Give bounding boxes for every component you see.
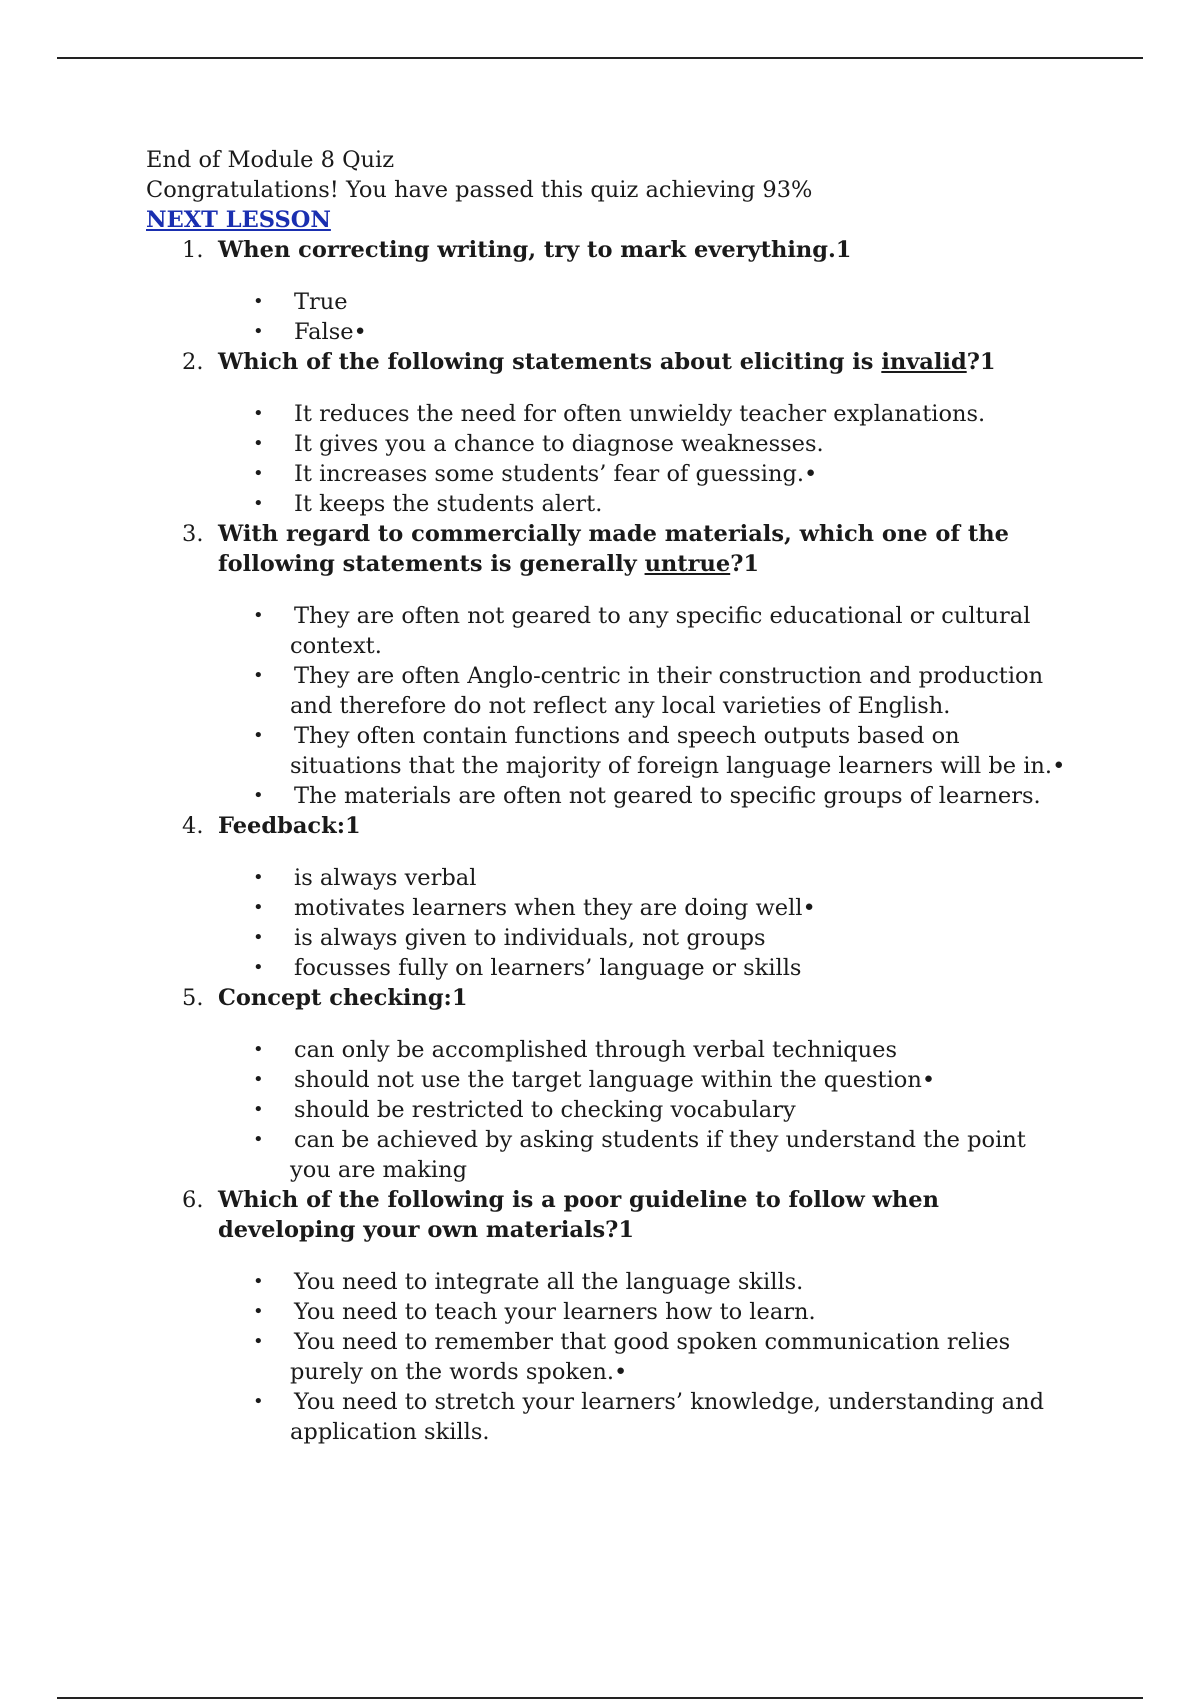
option-list xyxy=(218,1245,1066,1447)
question-5 xyxy=(182,983,1066,1185)
option[interactable]: • You need to stretch your learners’ knowledge, understanding and application skills. xyxy=(218,1387,1066,1447)
option[interactable]: • can be achieved by asking students if they understand the point you are making xyxy=(218,1125,1066,1185)
option-list xyxy=(218,265,1066,347)
top-rule xyxy=(57,57,1143,59)
option[interactable]: • They are often not geared to any specific educational or cultural context. xyxy=(218,601,1066,661)
question-4 xyxy=(182,811,1066,983)
question-2 xyxy=(182,347,1066,519)
option[interactable]: • The materials are often not geared to specific groups of learners. xyxy=(218,781,1066,811)
quiz-document xyxy=(146,145,1066,1447)
question-number: 6. xyxy=(182,1187,204,1213)
option[interactable]: • should be restricted to checking vocabulary xyxy=(218,1095,1066,1125)
option[interactable]: • You need to integrate all the language skills. xyxy=(218,1267,1066,1297)
question-6 xyxy=(182,1185,1066,1447)
question-number: 1. xyxy=(182,237,204,263)
question-1 xyxy=(182,235,1066,347)
question-number: 5. xyxy=(182,985,204,1011)
option[interactable]: • They often contain functions and speech outputs based on situations that the majority of foreign language learners will be in.• xyxy=(218,721,1066,781)
quiz-result: Congratulations! You have passed this quiz achieving 93% xyxy=(146,177,813,203)
question-number: 2. xyxy=(182,349,204,375)
question-text: When correcting writing, try to mark everything.1 xyxy=(218,237,852,263)
option[interactable]: • They are often Anglo-centric in their construction and production and therefore do not reflect any local varieties of English. xyxy=(218,661,1066,721)
option-list xyxy=(218,579,1066,811)
option[interactable]: • It gives you a chance to diagnose weaknesses. xyxy=(218,429,1066,459)
question-list xyxy=(146,235,1066,1447)
quiz-title: End of Module 8 Quiz xyxy=(146,147,395,173)
option[interactable]: • True xyxy=(218,287,1066,317)
question-3 xyxy=(182,519,1066,811)
option-list xyxy=(218,377,1066,519)
option[interactable]: • should not use the target language within the question• xyxy=(218,1065,1066,1095)
question-text: Which of the following is a poor guideline to follow when developing your own materials?1 xyxy=(218,1187,939,1243)
next-lesson-link[interactable]: NEXT LESSON xyxy=(146,207,331,233)
question-text: Feedback:1 xyxy=(218,813,361,839)
option[interactable]: • It keeps the students alert. xyxy=(218,489,1066,519)
option[interactable]: • is always given to individuals, not groups xyxy=(218,923,1066,953)
question-number: 4. xyxy=(182,813,204,839)
option[interactable]: • It increases some students’ fear of guessing.• xyxy=(218,459,1066,489)
question-text: Concept checking:1 xyxy=(218,985,468,1011)
question-number: 3. xyxy=(182,521,204,547)
option[interactable]: • False• xyxy=(218,317,1066,347)
option[interactable]: • motivates learners when they are doing well• xyxy=(218,893,1066,923)
option[interactable]: • You need to teach your learners how to learn. xyxy=(218,1297,1066,1327)
question-text: Which of the following statements about eliciting is invalid?1 xyxy=(218,349,996,375)
emphasis-word: invalid xyxy=(881,349,967,375)
option[interactable]: • focusses fully on learners’ language or skills xyxy=(218,953,1066,983)
option[interactable]: • It reduces the need for often unwieldy teacher explanations. xyxy=(218,399,1066,429)
option[interactable]: • You need to remember that good spoken communication relies purely on the words spoken.• xyxy=(218,1327,1066,1387)
option-list xyxy=(218,841,1066,983)
question-text: With regard to commercially made materials, which one of the following statements is generally untrue?1 xyxy=(218,521,1009,577)
bottom-rule xyxy=(57,1697,1143,1699)
option-list xyxy=(218,1013,1066,1185)
option[interactable]: • is always verbal xyxy=(218,863,1066,893)
option[interactable]: • can only be accomplished through verbal techniques xyxy=(218,1035,1066,1065)
emphasis-word: untrue xyxy=(644,551,731,577)
